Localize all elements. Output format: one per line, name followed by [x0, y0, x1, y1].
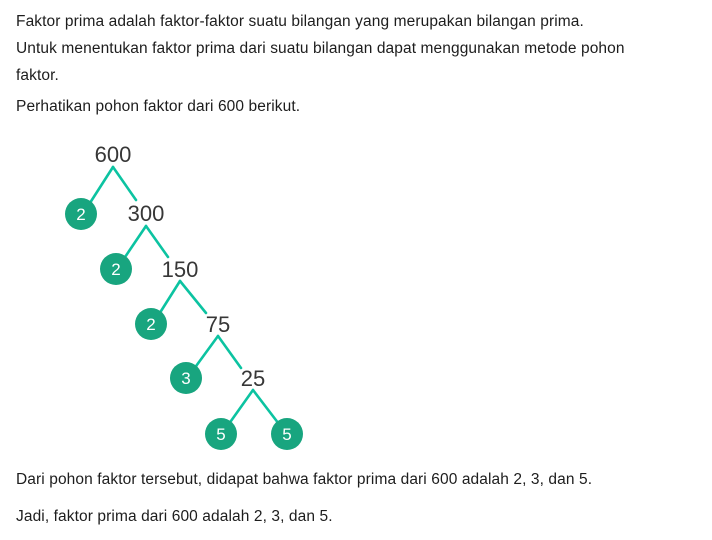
branch-line-300-right	[146, 226, 168, 257]
prime-digit-5b: 5	[282, 425, 292, 444]
prime-digit-2a: 2	[76, 205, 86, 224]
prime-digit-2c: 2	[146, 315, 156, 334]
tree-node-300: 300	[127, 201, 165, 226]
conclusion-paragraph: Dari pohon faktor tersebut, didapat bahwa faktor prima dari 600 adalah 2, 3, dan 5.	[16, 471, 593, 488]
branch-line-600-right	[113, 167, 136, 200]
branch-line-600-left	[88, 167, 113, 206]
prime-digit-3: 3	[181, 369, 191, 388]
tree-node-600: 600	[94, 142, 132, 167]
tree-node-25: 25	[240, 366, 266, 391]
intro-line-3: faktor.	[16, 67, 59, 84]
intro-paragraph	[16, 8, 702, 89]
prime-digit-5a: 5	[216, 425, 226, 444]
branch-line-150-right	[180, 281, 206, 313]
branch-line-75-right	[218, 336, 241, 368]
instruction-paragraph: Perhatikan pohon faktor dari 600 berikut.	[16, 98, 301, 115]
tree-node-75: 75	[205, 312, 231, 337]
intro-line-2: Untuk menentukan faktor prima dari suatu bilangan dapat menggunakan metode pohon	[16, 40, 625, 57]
factor-tree-diagram	[0, 138, 340, 468]
intro-line-1: Faktor prima adalah faktor-faktor suatu bilangan yang merupakan bilangan prima.	[16, 13, 584, 30]
summary-paragraph: Jadi, faktor prima dari 600 adalah 2, 3, dan 5.	[16, 508, 333, 525]
prime-digit-2b: 2	[111, 260, 121, 279]
tree-node-150: 150	[161, 257, 199, 282]
